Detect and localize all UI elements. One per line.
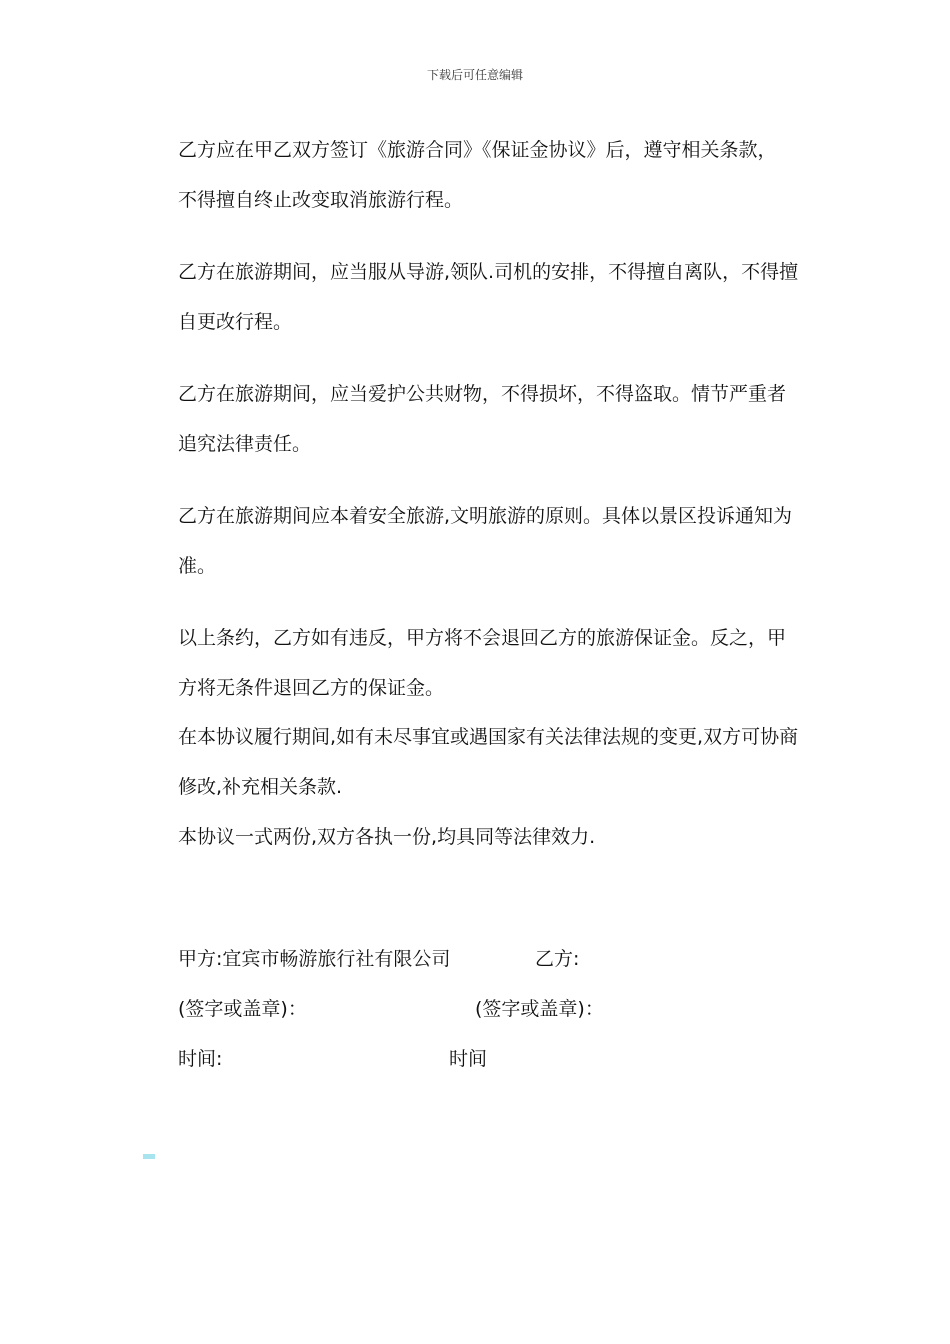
clause-7-line-1: 本协议一式两份,双方各执一份,均具同等法律效力. (178, 826, 596, 848)
party-a-name: 甲方:宜宾市畅游旅行社有限公司 (178, 948, 451, 970)
decorative-mark (143, 1154, 155, 1159)
clause-6-line-1: 在本协议履行期间,如有未尽事宜或遇国家有关法律法规的变更,双方可协商 (178, 726, 799, 748)
clause-4-line-1: 乙方在旅游期间应本着安全旅游,文明旅游的原则。具体以景区投诉通知为 (178, 505, 793, 527)
clause-3-line-1: 乙方在旅游期间，应当爱护公共财物，不得损坏，不得盗取。情节严重者 (178, 383, 787, 405)
clause-5-line-1: 以上条约，乙方如有违反，甲方将不会退回乙方的旅游保证金。反之，甲 (178, 627, 787, 649)
party-a-time: 时间: (178, 1048, 223, 1070)
clause-3-line-2: 追究法律责任。 (178, 433, 312, 455)
clause-4-line-2: 准。 (178, 555, 217, 577)
page-header: 下载后可任意编辑 (426, 68, 523, 82)
party-b-name: 乙方: (535, 948, 580, 970)
clause-1-line-1: 乙方应在甲乙双方签订《旅游合同》《保证金协议》后，遵守相关条款， (178, 139, 777, 161)
clause-6-line-2: 修改,补充相关条款. (178, 776, 343, 798)
clause-2-line-1: 乙方在旅游期间，应当服从导游,领队.司机的安排，不得擅自离队，不得擅 (178, 261, 799, 283)
party-b-signature: (签字或盖章)： (475, 998, 604, 1020)
party-b-time: 时间 (449, 1048, 488, 1070)
party-a-signature: (签字或盖章)： (178, 998, 307, 1020)
clause-1-line-2: 不得擅自终止改变取消旅游行程。 (178, 189, 464, 211)
clause-2-line-2: 自更改行程。 (178, 311, 293, 333)
clause-5-line-2: 方将无条件退回乙方的保证金。 (178, 677, 445, 699)
